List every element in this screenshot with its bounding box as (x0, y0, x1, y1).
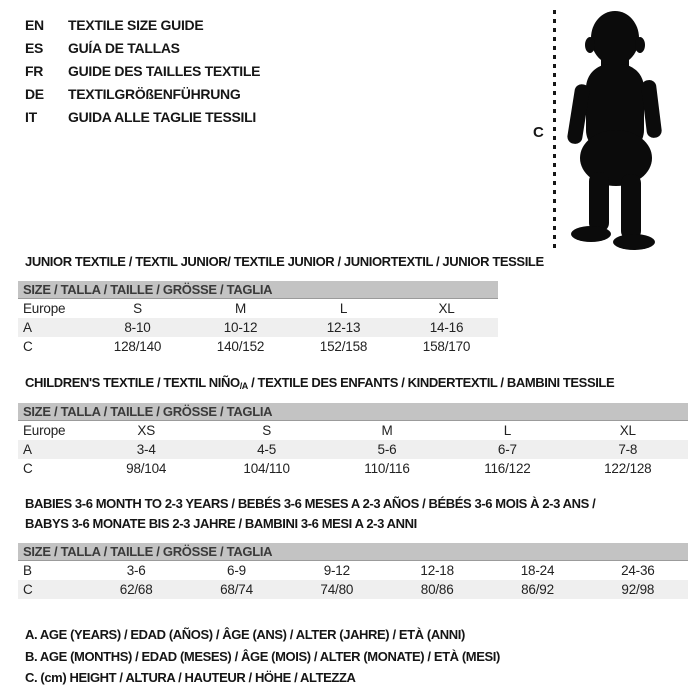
height-cell: 110/116 (364, 461, 410, 476)
height-cell: 80/86 (420, 582, 454, 597)
age-cell: 6-9 (227, 563, 246, 578)
table-row-age (18, 318, 498, 337)
height-cell: 140/152 (216, 339, 265, 354)
height-cell: 152/158 (319, 339, 368, 354)
height-cell: 158/170 (422, 339, 471, 354)
row-label: A (23, 442, 32, 457)
language-title: TEXTILGRÖßENFÜHRUNG (68, 86, 241, 102)
age-cell: 9-12 (323, 563, 350, 578)
height-cell: 122/128 (604, 461, 652, 476)
language-title: TEXTILE SIZE GUIDE (68, 17, 204, 33)
size-cell: XL (619, 423, 636, 438)
section-title-children-text: CHILDREN'S TEXTILE / TEXTIL NIÑO (25, 375, 240, 390)
size-cell: XS (137, 423, 155, 438)
section-title-babies (25, 494, 595, 534)
language-code: IT (25, 109, 37, 125)
size-cell: L (503, 423, 512, 438)
language-list (25, 14, 260, 129)
row-label: Europe (23, 301, 66, 316)
height-cell: 74/80 (320, 582, 354, 597)
legend (25, 624, 500, 689)
height-cell: 86/92 (521, 582, 554, 597)
age-cell: 10-12 (223, 320, 258, 335)
language-code: ES (25, 40, 44, 56)
table-header-size: SIZE / TALLA / TAILLE / GRÖSSE / TAGLIA (18, 543, 688, 561)
age-cell: 8-10 (124, 320, 151, 335)
size-table-children (18, 403, 688, 478)
legend-line-a: A. AGE (YEARS) / EDAD (AÑOS) / ÂGE (ANS) / ALTER (JAHRE) / ETÀ (ANNI) (25, 627, 465, 642)
section-title-babies-line1: BABIES 3-6 MONTH TO 2-3 YEARS / BEBÉS 3-6 MESES A 2-3 AÑOS / BÉBÉS 3-6 MOIS À 2-3 ANS / (25, 496, 596, 511)
toddler-silhouette-icon (565, 8, 675, 253)
height-cell: 98/104 (126, 461, 167, 476)
height-cell: 68/74 (220, 582, 253, 597)
age-cell: 6-7 (497, 442, 517, 457)
table-row-europe (18, 421, 688, 440)
height-label-c: C (533, 124, 544, 141)
row-label: C (23, 339, 33, 354)
legend-line-c: C. (cm) HEIGHT / ALTURA / HAUTEUR / HÖHE / ALTEZZA (25, 670, 356, 685)
language-row-es (25, 37, 260, 60)
size-table-babies (18, 543, 688, 599)
height-cell: 62/68 (119, 582, 153, 597)
language-code: EN (25, 17, 44, 33)
section-title-children-text: / TEXTILE DES ENFANTS / KINDERTEXTIL / BAMBINI TESSILE (247, 375, 615, 390)
language-title: GUÍA DE TALLAS (68, 40, 180, 56)
age-cell: 18-24 (520, 563, 555, 578)
table-row-europe (18, 299, 498, 318)
language-row-it (25, 106, 260, 129)
size-cell: S (262, 423, 271, 438)
row-label: B (23, 563, 32, 578)
age-cell: 5-6 (377, 442, 397, 457)
size-cell: M (381, 423, 393, 438)
section-title-babies-line2: BABYS 3-6 MONATE BIS 2-3 JAHRE / BAMBINI 3-6 MESI A 2-3 ANNI (25, 516, 417, 531)
size-table-junior (18, 281, 498, 356)
row-label: Europe (23, 423, 66, 438)
row-label: C (23, 461, 33, 476)
row-label: A (23, 320, 32, 335)
language-row-en (25, 14, 260, 37)
language-row-fr (25, 60, 260, 83)
size-cell: L (339, 301, 348, 316)
age-cell: 3-6 (126, 563, 146, 578)
age-cell: 12-13 (326, 320, 361, 335)
age-cell: 14-16 (429, 320, 464, 335)
size-cell: M (234, 301, 247, 316)
table-header-size: SIZE / TALLA / TAILLE / GRÖSSE / TAGLIA (18, 403, 688, 421)
size-cell: XL (438, 301, 455, 316)
height-dashed-line (553, 10, 556, 248)
section-title-children-subscript: /A (239, 381, 248, 391)
section-title-children (25, 373, 614, 396)
row-label: C (23, 582, 33, 597)
language-title: GUIDE DES TAILLES TEXTILE (68, 63, 261, 79)
height-cell: 128/140 (113, 339, 162, 354)
size-cell: S (133, 301, 142, 316)
age-cell: 3-4 (136, 442, 156, 457)
age-cell: 24-36 (621, 563, 655, 578)
table-row-age-months (18, 561, 688, 580)
age-cell: 4-5 (257, 442, 277, 457)
table-row-height (18, 337, 498, 356)
age-cell: 7-8 (618, 442, 638, 457)
language-row-de (25, 83, 260, 106)
language-code: DE (25, 86, 44, 102)
legend-line-b: B. AGE (MONTHS) / EDAD (MESES) / ÂGE (MOIS) / ALTER (MONATE) / ETÀ (MESI) (25, 648, 500, 664)
section-title-junior: JUNIOR TEXTILE / TEXTIL JUNIOR/ TEXTILE JUNIOR / JUNIORTEXTIL / JUNIOR TESSILE (25, 254, 544, 269)
language-code: FR (25, 63, 44, 79)
age-cell: 12-18 (420, 563, 454, 578)
table-header-size: SIZE / TALLA / TAILLE / GRÖSSE / TAGLIA (18, 281, 498, 299)
language-title: GUIDA ALLE TAGLIE TESSILI (68, 109, 256, 125)
table-row-age (18, 440, 688, 459)
height-cell: 116/122 (484, 461, 531, 476)
height-cell: 92/98 (621, 582, 655, 597)
table-row-height (18, 580, 688, 599)
height-cell: 104/110 (243, 461, 290, 476)
table-row-height (18, 459, 688, 478)
